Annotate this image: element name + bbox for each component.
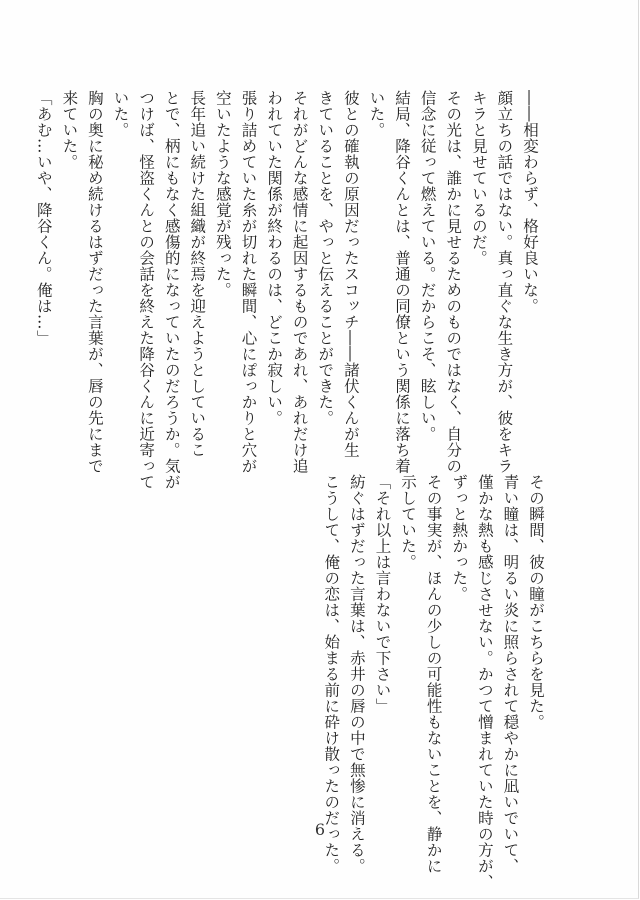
text-line: いた。 xyxy=(111,90,130,138)
text-line: われていた関係が終わるのは、どこか寂しい。 xyxy=(265,90,284,426)
text-line: とで、柄にもなく感傷的になっていたのだろうか。気が xyxy=(162,90,181,490)
text-line: 来ていた。 xyxy=(60,90,79,170)
text-line: 顔立ちの話ではない。真っ直ぐな生き方が、彼をキラ xyxy=(495,90,514,474)
text-line: 張り詰めていた糸が切れた瞬間、心にぽっかりと穴が xyxy=(239,90,258,474)
text-line: ずっと熱かった。 xyxy=(450,474,469,602)
text-line: つけば、怪盗くんとの会話を終えた降谷くんに近寄って xyxy=(137,90,156,490)
text-line: 「それ以上は言わないで下さい」 xyxy=(373,474,392,714)
text-line: その光は、誰かに見せるためのものではなく、自分の xyxy=(444,90,463,474)
upper-text-block xyxy=(34,90,542,490)
text-line: 紡ぐはずだった言葉は、赤井の唇の中で無惨に消える。 xyxy=(347,474,366,874)
text-line: 「あむ…いや、降谷くん。俺は…」 xyxy=(34,90,53,346)
text-line: こうして、俺の恋は、始まる前に砕け散ったのだった。 xyxy=(322,474,341,874)
text-line: 青い瞳は、明るい炎に照らされて穏やかに凪いでいて、 xyxy=(501,474,520,874)
text-line: キラと見せているのだ。 xyxy=(469,90,488,266)
text-line: ――相変わらず、格好良いな。 xyxy=(521,90,539,314)
text-line: 胸の奥に秘め続けるはずだった言葉が、唇の先にまで xyxy=(85,90,104,474)
text-line: 長年追い続けた組織が終焉を迎えようとしているこ xyxy=(188,90,207,458)
text-line: きていることを、やっと伝えることができた。 xyxy=(316,90,335,426)
text-line: いた。 xyxy=(367,90,386,138)
text-line: その事実が、ほんの少しの可能性もないことを、静かに xyxy=(424,474,443,874)
text-line: それがどんな感情に起因するものであれ、あれだけ追 xyxy=(290,90,309,474)
text-line: 示していた。 xyxy=(399,474,418,570)
text-line: 信念に従って燃えている。だからこそ、眩しい。 xyxy=(418,90,437,442)
text-line: その瞬間、彼の瞳がこちらを見た。 xyxy=(527,474,545,730)
text-line: 結局、降谷くんとは、普通の同僚という関係に落ち着 xyxy=(393,90,412,474)
lower-text-block xyxy=(322,474,548,890)
text-line: 彼との確執の原因だったスコッチ――諸伏くんが生 xyxy=(341,90,360,458)
text-line: 僅かな熱も感じさせない。かつて憎まれていた時の方が、 xyxy=(475,474,494,890)
page-number: 6 xyxy=(314,820,326,839)
text-line: 空いたような感覚が残った。 xyxy=(213,90,232,298)
